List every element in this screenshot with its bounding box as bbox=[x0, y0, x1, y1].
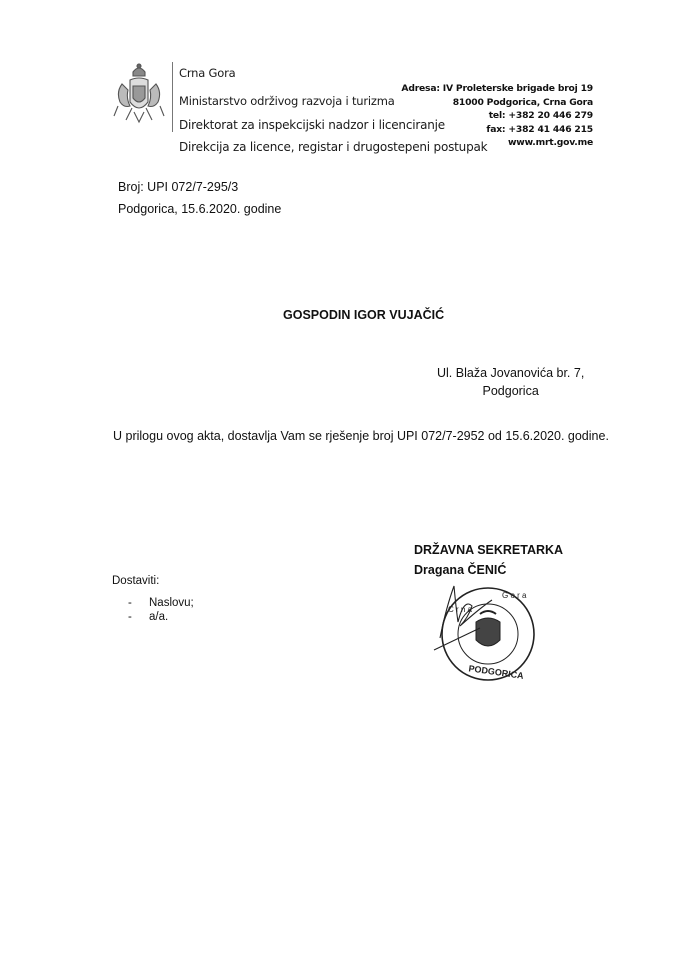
reference-number: Broj: UPI 072/7-295/3 bbox=[118, 180, 239, 194]
header-directorate: Direktorat za inspekcijski nadzor i licenciranje bbox=[179, 118, 445, 132]
body-text: U prilogu ovog akta, dostavlja Vam se rješenje broj UPI 072/7-2952 od 15.6.2020. godine. bbox=[113, 429, 609, 443]
bullet-dash: - bbox=[128, 611, 132, 623]
delivery-item-text: Naslovu; bbox=[149, 597, 194, 609]
official-stamp-icon bbox=[420, 578, 550, 688]
signatory-name: Dragana ČENIĆ bbox=[414, 563, 507, 577]
bullet-dash: - bbox=[128, 597, 132, 609]
delivery-list bbox=[128, 596, 194, 624]
delivery-item bbox=[128, 610, 194, 624]
contact-fax: fax: +382 41 446 215 bbox=[486, 123, 593, 135]
delivery-item-text: a/a. bbox=[149, 611, 169, 623]
header-ministry: Ministarstvo održivog razvoja i turizma bbox=[179, 94, 395, 108]
svg-text:PODGORICA: PODGORICA bbox=[467, 663, 525, 681]
header-department: Direkcija za licence, registar i drugostepeni postupak bbox=[179, 140, 488, 154]
contact-city: 81000 Podgorica, Crna Gora bbox=[452, 96, 593, 108]
coat-of-arms-icon bbox=[112, 62, 166, 128]
recipient-city: Podgorica bbox=[482, 384, 539, 398]
contact-address: Adresa: IV Proleterske brigade broj 19 bbox=[401, 83, 593, 94]
header-country: Crna Gora bbox=[179, 66, 236, 80]
contact-block bbox=[401, 82, 593, 150]
reference-place-date: Podgorica, 15.6.2020. godine bbox=[118, 202, 282, 216]
recipient-name: GOSPODIN IGOR VUJAČIĆ bbox=[283, 308, 445, 322]
recipient-street: Ul. Blaža Jovanovića br. 7, bbox=[437, 366, 585, 380]
delivery-label: Dostaviti: bbox=[112, 575, 160, 587]
signatory-title: DRŽAVNA SEKRETARKA bbox=[414, 543, 564, 557]
contact-web: www.mrt.gov.me bbox=[508, 137, 593, 148]
svg-text:G o r a: G o r a bbox=[502, 591, 527, 600]
recipient-address bbox=[437, 364, 584, 400]
delivery-item bbox=[128, 596, 194, 610]
contact-tel: tel: +382 20 446 279 bbox=[488, 110, 593, 121]
header-divider bbox=[172, 62, 173, 132]
svg-text:C r n a: C r n a bbox=[448, 605, 473, 614]
